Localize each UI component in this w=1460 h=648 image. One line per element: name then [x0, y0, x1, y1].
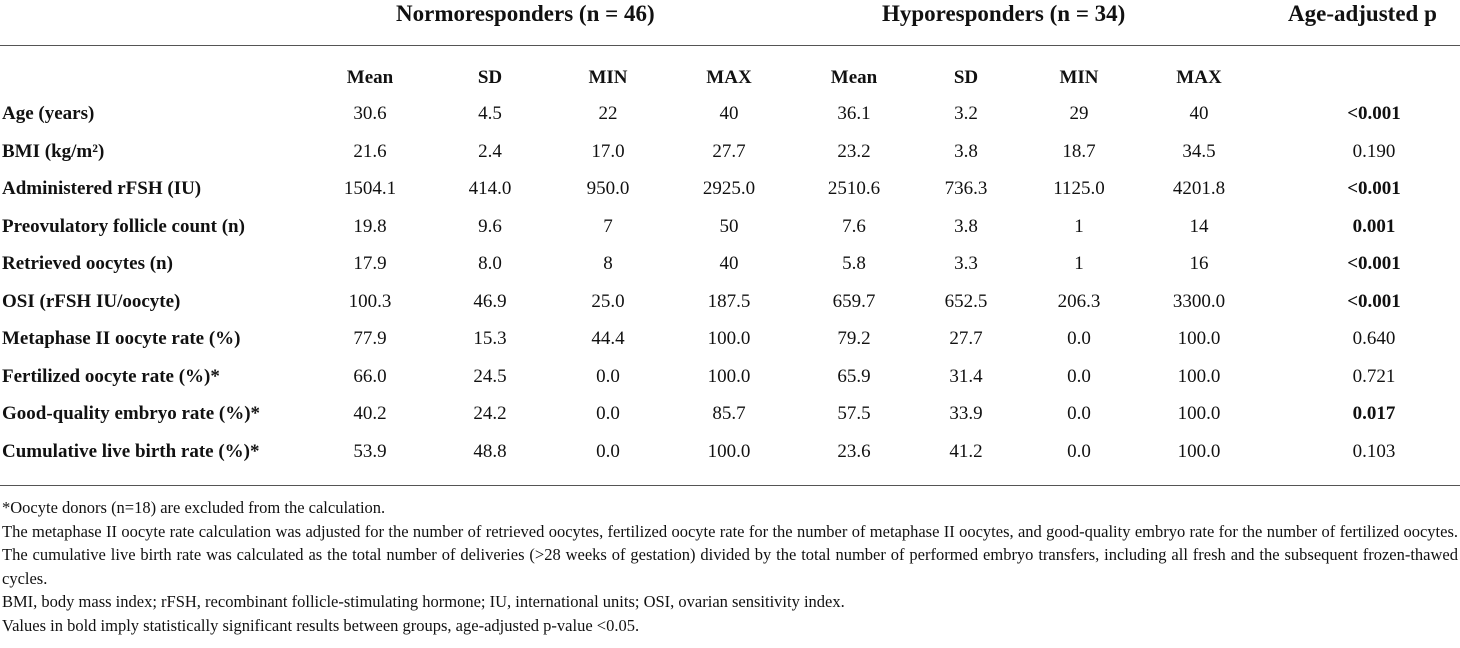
row-label: Retrieved oocytes (n)	[2, 253, 173, 274]
p-value-cell: 0.017	[1352, 403, 1396, 424]
table-cell: 40	[719, 253, 739, 274]
table-cell: 41.2	[949, 440, 983, 462]
table-cell: 34.5	[1182, 140, 1216, 162]
table-cell: 100.0	[1177, 440, 1221, 462]
table-cell: 85.7	[712, 403, 746, 424]
table-cell: 100.0	[1177, 328, 1221, 349]
p-value-cell: 0.103	[1352, 440, 1396, 462]
table-cell: 57.5	[837, 403, 871, 424]
row-label: Good-quality embryo rate (%)*	[2, 403, 261, 424]
table-cell: 48.8	[473, 440, 507, 462]
table-cell: 652.5	[944, 290, 988, 312]
footnote-abbreviations: BMI, body mass index; rFSH, recombinant follicle-stimulating hormone; IU, international units; OSI, ovarian sensitivity index.	[2, 592, 845, 612]
normoresponders-header: Normoresponders (n = 46)	[396, 1, 655, 26]
table-cell: 100.0	[1177, 365, 1221, 387]
table-cell: 21.6	[353, 140, 387, 162]
hyporesponders-header: Hyporesponders (n = 34)	[882, 1, 1126, 26]
table-row	[0, 284, 1460, 321]
table-row	[0, 171, 1460, 208]
table-cell: 79.2	[837, 328, 871, 349]
table-cell: 27.7	[949, 328, 983, 349]
table-cell: 1125.0	[1053, 178, 1105, 199]
table-cell: 40	[1189, 103, 1209, 124]
table-cell: 8	[603, 253, 613, 274]
row-label: OSI (rFSH IU/oocyte)	[2, 290, 181, 312]
table-cell: 24.5	[473, 365, 507, 387]
table-cell: 950.0	[586, 178, 630, 199]
group-header-row	[0, 0, 1460, 30]
table-cell: 2510.6	[827, 178, 881, 199]
column-header-hypo-min: MIN	[1059, 67, 1099, 88]
footnote-donors: *Oocyte donors (n=18) are excluded from the calculation.	[2, 498, 386, 517]
footnote-calculation: The metaphase II oocyte rate calculation was adjusted for the number of retrieved oocytes, fertilized oocyte rate for the number of metaphase II oocytes, and good-quality embryo rate for the number of fertilized oocytes. The cumulative live birth rate was calculated as the total number of deliveries (>28 weeks of gestation) divided by the total number of performed embryo transfers, including all fresh and the subsequent frozen-thawed cycles.	[2, 521, 1458, 588]
table-cell: 24.2	[473, 403, 507, 424]
table-cell: 9.6	[478, 215, 502, 237]
column-header-normo-min: MIN	[588, 67, 628, 88]
table-cell: 17.9	[353, 253, 387, 274]
table-cell: 3.8	[954, 140, 978, 162]
table-row	[0, 134, 1460, 171]
table-cell: 0.0	[1067, 440, 1091, 462]
table-cell: 5.8	[842, 253, 866, 274]
table-cell: 4201.8	[1172, 178, 1226, 199]
table-cell: 1	[1074, 215, 1084, 237]
table-cell: 44.4	[591, 328, 625, 349]
p-value-cell: <0.001	[1347, 290, 1401, 312]
table-cell: 1504.1	[343, 178, 397, 199]
table-row	[0, 434, 1460, 471]
column-header-normo-sd: SD	[477, 67, 503, 88]
table-cell: 0.0	[1067, 328, 1091, 349]
table-cell: 16	[1189, 253, 1209, 274]
p-value-cell: <0.001	[1347, 103, 1401, 124]
p-value-cell: 0.001	[1352, 215, 1396, 237]
p-value-cell: <0.001	[1347, 253, 1401, 274]
table-cell: 46.9	[473, 290, 507, 312]
table-cell: 7.6	[842, 215, 866, 237]
table-row	[0, 209, 1460, 246]
bottom-rule	[0, 485, 1460, 486]
table-cell: 23.2	[837, 140, 871, 162]
p-value-cell: <0.001	[1347, 178, 1401, 199]
table-cell: 100.0	[707, 328, 751, 349]
table-row	[0, 321, 1460, 358]
table-cell: 4.5	[478, 103, 502, 124]
footnote-bold-meaning: Values in bold imply statistically significant results between groups, age-adjusted p-value <0.05.	[2, 615, 640, 635]
table-cell: 100.0	[1177, 403, 1221, 424]
row-label: Fertilized oocyte rate (%)*	[2, 365, 220, 387]
column-header-normo-max: MAX	[706, 67, 752, 88]
table-cell: 659.7	[832, 290, 876, 312]
table-cell: 30.6	[353, 103, 387, 124]
p-value-cell: 0.640	[1352, 328, 1396, 349]
table-cell: 77.9	[353, 328, 387, 349]
table-cell: 3300.0	[1172, 290, 1226, 312]
table-cell: 0.0	[1067, 365, 1091, 387]
column-header-hypo-max: MAX	[1176, 67, 1222, 88]
table-cell: 40.2	[353, 403, 387, 424]
table-cell: 23.6	[837, 440, 871, 462]
top-rule	[0, 45, 1460, 46]
table-row	[0, 359, 1460, 396]
table-cell: 100.0	[707, 440, 751, 462]
table-cell: 1	[1074, 253, 1084, 274]
table-row	[0, 96, 1460, 133]
column-header-hypo-mean: Mean	[830, 67, 878, 88]
row-label: Administered rFSH (IU)	[2, 178, 202, 199]
age-adjusted-p-header: Age-adjusted p	[1288, 1, 1437, 26]
table-cell: 3.2	[954, 103, 978, 124]
table-cell: 25.0	[591, 290, 625, 312]
table-cell: 100.0	[707, 365, 751, 387]
table-cell: 206.3	[1057, 290, 1101, 312]
table-cell: 8.0	[478, 253, 502, 274]
table-cell: 66.0	[353, 365, 387, 387]
table-cell: 100.3	[348, 290, 392, 312]
row-label: BMI (kg/m²)	[2, 140, 105, 162]
column-header-normo-mean: Mean	[346, 67, 394, 88]
column-header-hypo-sd: SD	[953, 67, 979, 88]
table-cell: 29	[1069, 103, 1089, 124]
table-cell: 3.8	[954, 215, 978, 237]
table-cell: 17.0	[591, 140, 625, 162]
table-row	[0, 396, 1460, 433]
row-label: Preovulatory follicle count (n)	[2, 215, 245, 237]
table-cell: 2925.0	[702, 178, 756, 199]
table-cell: 7	[603, 215, 613, 237]
row-label: Age (years)	[2, 103, 95, 124]
p-value-cell: 0.190	[1352, 140, 1396, 162]
table-cell: 50	[719, 215, 739, 237]
table-cell: 18.7	[1062, 140, 1096, 162]
table-cell: 187.5	[707, 290, 751, 312]
table-cell: 19.8	[353, 215, 387, 237]
table-cell: 36.1	[837, 103, 871, 124]
table-cell: 2.4	[478, 140, 502, 162]
table-cell: 414.0	[468, 178, 512, 199]
table-cell: 15.3	[473, 328, 507, 349]
table-cell: 14	[1189, 215, 1209, 237]
table-cell: 27.7	[712, 140, 746, 162]
table-cell: 0.0	[596, 365, 620, 387]
table-footnotes	[2, 496, 1458, 638]
table-cell: 736.3	[944, 178, 988, 199]
table-cell: 0.0	[596, 440, 620, 462]
table-cell: 22	[598, 103, 618, 124]
table-cell: 0.0	[596, 403, 620, 424]
table-cell: 40	[719, 103, 739, 124]
table-cell: 65.9	[837, 365, 871, 387]
p-value-cell: 0.721	[1352, 365, 1396, 387]
table-cell: 0.0	[1067, 403, 1091, 424]
table-row	[0, 246, 1460, 283]
table-cell: 33.9	[949, 403, 983, 424]
table-cell: 3.3	[954, 253, 978, 274]
table-cell: 53.9	[353, 440, 387, 462]
table-cell: 31.4	[949, 365, 983, 387]
row-label: Metaphase II oocyte rate (%)	[2, 328, 241, 349]
row-label: Cumulative live birth rate (%)*	[2, 440, 260, 462]
